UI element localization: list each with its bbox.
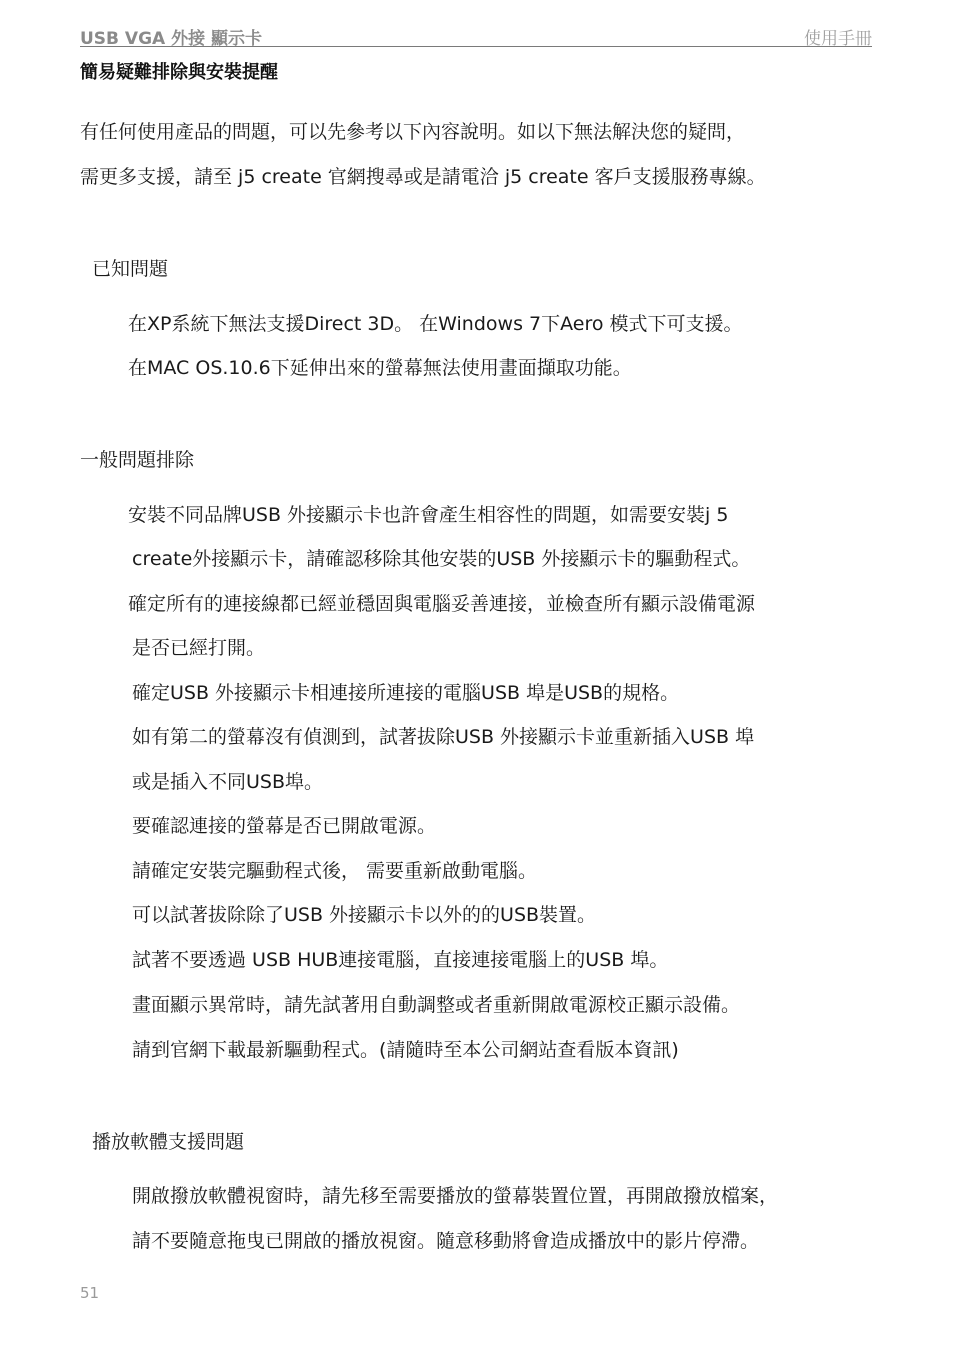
troubleshooting-item: 確定所有的連接線都已經並穩固與電腦妥善連接，並檢查所有顯示設備電源 xyxy=(128,593,756,615)
intro-line: 有任何使用產品的問題，可以先參考以下內容說明。如以下無法解決您的疑問， xyxy=(80,121,746,143)
troubleshooting-item: 試著不要透過 USB HUB連接電腦，直接連接電腦上的USB 埠。 xyxy=(132,949,669,971)
troubleshooting-item: 請到官網下載最新驅動程式。(請隨時至本公司網站查看版本資訊) xyxy=(132,1039,679,1061)
playback-item: 開啟撥放軟體視窗時，請先移至需要播放的螢幕裝置位置，再開啟撥放檔案， xyxy=(132,1185,779,1207)
troubleshooting-item: 或是插入不同USB埠。 xyxy=(132,771,324,793)
intro-line: 需更多支援，請至 j5 create 官網搜尋或是請電洽 j5 create 客戶支援服務專線。 xyxy=(80,166,766,188)
troubleshooting-item: 確定USB 外接顯示卡相連接所連接的電腦USB 埠是USB的規格。 xyxy=(132,682,680,704)
known-issues-heading: 已知問題 xyxy=(92,258,169,280)
page-header xyxy=(80,22,872,47)
playback-item: 請不要隨意拖曳已開啟的播放視窗。隨意移動將會造成播放中的影片停滯。 xyxy=(132,1230,760,1252)
troubleshooting-item: 要確認連接的螢幕是否已開啟電源。 xyxy=(132,815,437,837)
header-product-title: USB VGA 外接 顯示卡 xyxy=(80,29,263,49)
header-manual-label: 使用手冊 xyxy=(804,29,872,49)
page-number: 51 xyxy=(80,1284,100,1302)
playback-support-heading: 播放軟體支援問題 xyxy=(92,1131,245,1153)
known-issue-item: 在MAC OS.10.6下延伸出來的螢幕無法使用畫面擷取功能。 xyxy=(128,357,632,379)
troubleshooting-item: 請確定安裝完驅動程式後， 需要重新啟動電腦。 xyxy=(132,860,538,882)
known-issue-item: 在XP系統下無法支援Direct 3D。 在Windows 7下Aero 模式下可支援。 xyxy=(128,313,743,335)
troubleshooting-item: create外接顯示卡，請確認移除其他安裝的USB 外接顯示卡的驅動程式。 xyxy=(132,548,751,570)
general-troubleshooting-heading: 一般問題排除 xyxy=(80,449,195,471)
troubleshooting-item: 是否已經打開。 xyxy=(132,637,266,659)
troubleshooting-item: 可以試著拔除除了USB 外接顯示卡以外的的USB裝置。 xyxy=(132,904,597,926)
troubleshooting-item: 安裝不同品牌USB 外接顯示卡也許會產生相容性的問題，如需要安裝j 5 xyxy=(128,504,729,526)
troubleshooting-item: 畫面顯示異常時，請先試著用自動調整或者重新開啟電源校正顯示設備。 xyxy=(132,994,741,1016)
section-title: 簡易疑難排除與安裝提醒 xyxy=(80,62,278,83)
troubleshooting-item: 如有第二的螢幕沒有偵測到，試著拔除USB 外接顯示卡並重新插入USB 埠 xyxy=(132,726,755,748)
